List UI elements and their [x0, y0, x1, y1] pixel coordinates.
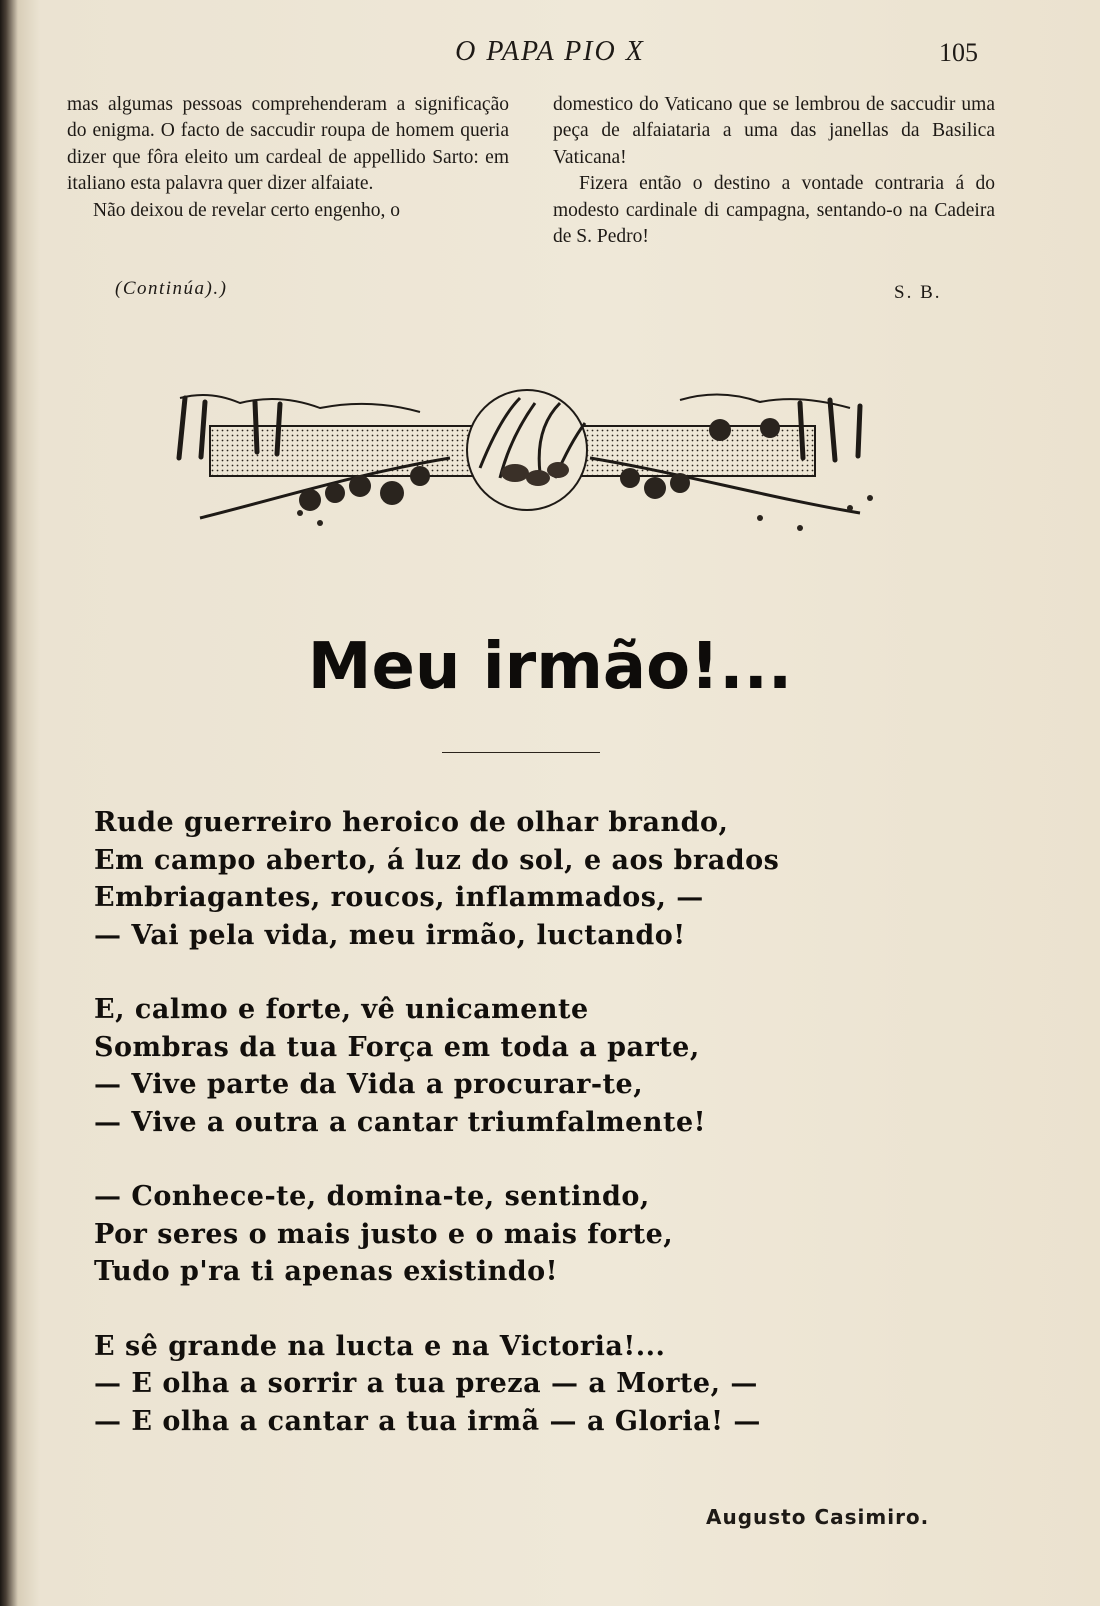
poem-body [94, 804, 779, 1477]
poem-line: E, calmo e forte, vê unicamente [94, 994, 589, 1025]
poem-title: Meu irmão!... [307, 630, 793, 704]
poem-line: — Vive parte da Vida a procurar-te, [94, 1069, 644, 1100]
poem-line: Em campo aberto, á luz do sol, e aos brados [94, 844, 780, 876]
poem-line: — E olha a sorrir a tua preza — a Morte, — [94, 1368, 758, 1399]
poem-line: Tudo p'ra ti apenas existindo! [94, 1256, 559, 1287]
article-left-column [67, 92, 509, 224]
paragraph: Não deixou de revelar certo engenho, o [93, 199, 400, 221]
stanza [94, 991, 779, 1141]
title-divider [442, 752, 600, 753]
page-number: 105 [939, 38, 978, 67]
poem-line: Rude guerreiro heroico de olhar brando, [94, 807, 729, 838]
poem-line: E sê grande na lucta e na Victoria!... [94, 1330, 666, 1362]
continuation-note: (Continúa).) [115, 278, 228, 299]
poem-line: Sombras da tua Força em toda a parte, [94, 1031, 700, 1063]
poem-line: — Conhece-te, domina-te, sentindo, [94, 1181, 650, 1212]
floral-vignette-icon [160, 388, 894, 558]
poem-line: — Vive a outra a cantar triumfalmente! [94, 1106, 706, 1138]
poem-line: Por seres o mais justo e o mais forte, [94, 1218, 674, 1250]
article-right-column [553, 92, 995, 250]
poem-line: — E olha a cantar a tua irmã — a Gloria! — [94, 1405, 761, 1437]
stanza [94, 804, 779, 954]
stanza [94, 1328, 779, 1441]
poem-line: — Vai pela vida, meu irmão, luctando! [94, 919, 686, 951]
paragraph: domestico do Vaticano que se lembrou de saccudir uma peça de alfaiataria a uma das janellas da Basilica Vaticana! [553, 94, 995, 168]
poem-line: Embriagantes, roucos, inflammados, — [94, 882, 704, 913]
paragraph: Fizera então o destino a vontade contraria á do modesto cardinale di campagna, sentando-o na Cadeira de S. Pedro! [553, 173, 995, 248]
stanza [94, 1178, 779, 1291]
paragraph: mas algumas pessoas comprehenderam a significação do enigma. O facto de saccudir roupa de homem queria dizer que fôra eleito um cardeal de appellido Sarto: em italiano esta palavra quer dizer alfaiate. [67, 94, 509, 195]
running-title: O PAPA PIO X [455, 36, 645, 67]
poem-author: Augusto Casimiro. [706, 1505, 930, 1529]
article-signature: S. B. [894, 282, 942, 303]
